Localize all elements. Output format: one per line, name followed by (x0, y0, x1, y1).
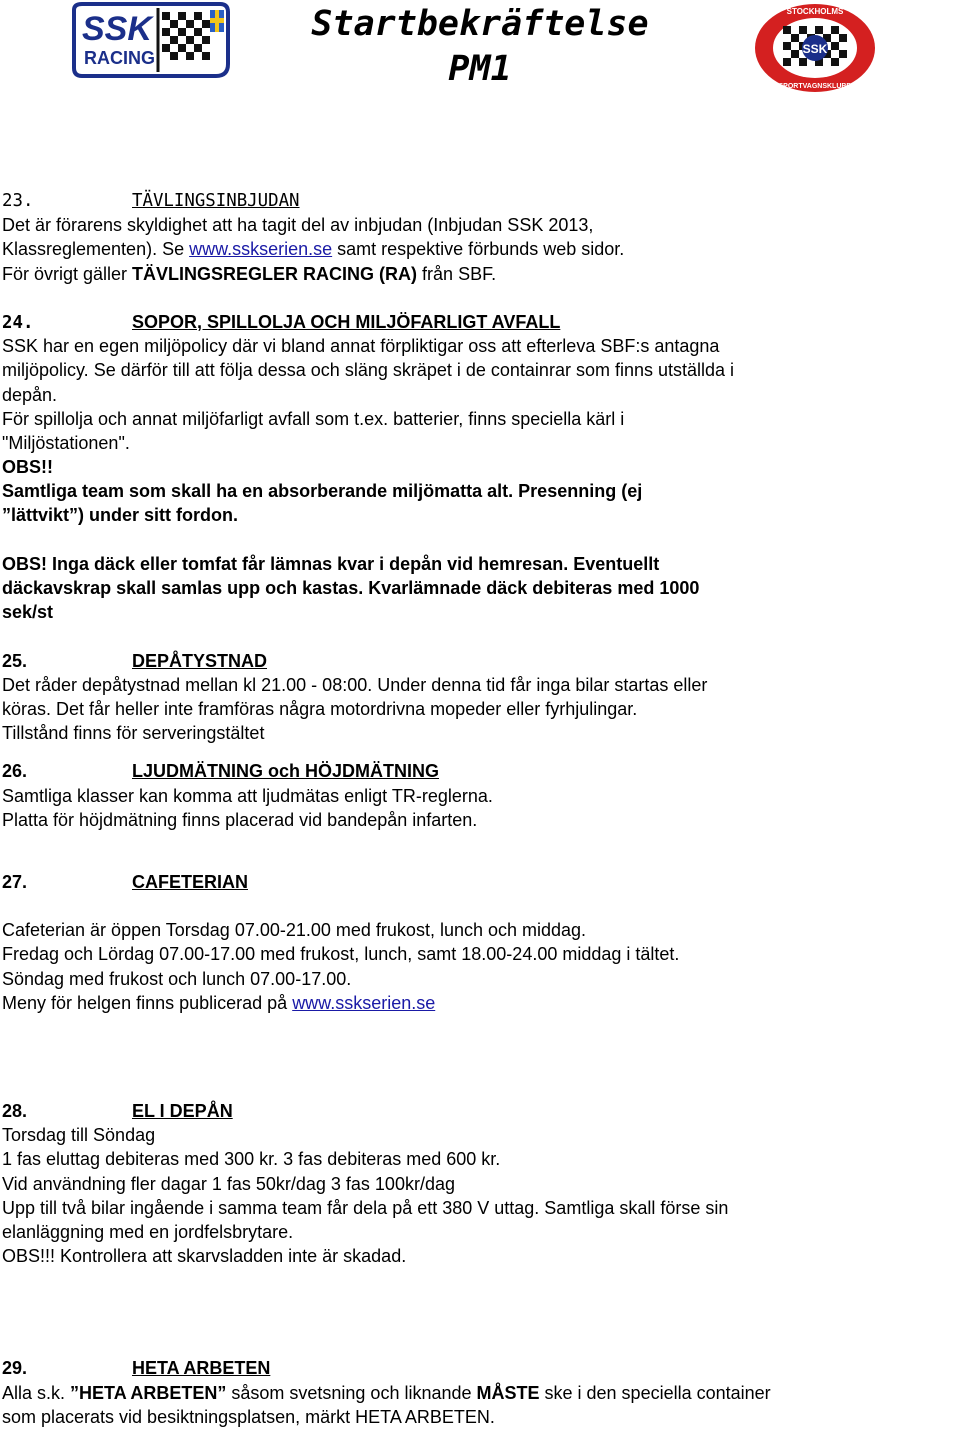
section-24-line: miljöpolicy. Se därför till att följa dessa och släng skräpet i de containrar som finns utställda i (2, 360, 735, 381)
section-25-line: Tillstånd finns för serveringstältet (2, 723, 265, 744)
section-28-line: OBS!!! Kontrollera att skarvsladden inte är skadad. (2, 1246, 407, 1267)
section-24-line: SSK har en egen miljöpolicy där vi bland annat förpliktigar oss att efterleva SBF:s antagna (2, 336, 720, 357)
section-24-line: "Miljöstationen". (2, 432, 130, 453)
section-25-heading: 25. DEPÅTYSTNAD (2, 650, 268, 671)
sskserien-link[interactable]: www.sskserien.se (292, 992, 436, 1013)
section-24-line: OBS! Inga däck eller tomfat får lämnas kvar i depån vid hemresan. Eventuellt (2, 553, 660, 574)
section-28-line: Torsdag till Söndag (2, 1125, 156, 1146)
section-24-line: Samtliga team som skall ha en absorberande miljömatta alt. Presenning (ej (2, 481, 643, 502)
section-29-line: Alla s.k. ”HETA ARBETEN” såsom svetsning och liknande MÅSTE ske i den speciella container (2, 1382, 771, 1403)
section-24-heading: 24. SOPOR, SPILLOLJA OCH MILJÖFARLIGT AVFALL (2, 311, 561, 333)
section-28-heading: 28. EL I DEPÅN (2, 1101, 233, 1121)
svg-text:SPORTVAGNSKLUBB: SPORTVAGNSKLUBB (778, 83, 852, 90)
section-29-heading: 29. HETA ARBETEN (2, 1358, 271, 1379)
section-24-line: sek/st (2, 602, 54, 623)
section-25-line: köras. Det får heller inte framföras några motordrivna mopeder eller fyrhjulingar. (2, 698, 638, 719)
section-24-line: För spillolja och annat miljöfarligt avfall som t.ex. batterier, finns speciella kärl i (2, 408, 625, 429)
section-27-line: Meny för helgen finns publicerad på www.sskserien.se (2, 992, 436, 1013)
section-28-line: Vid användning fler dagar 1 fas 50kr/dag 3 fas 100kr/dag (2, 1173, 455, 1194)
title-line-1: Startbekräftelse (311, 4, 649, 44)
section-28-line: elanläggning med en jordfelsbrytare. (2, 1221, 294, 1242)
section-23-heading: 23. TÄVLINGSINBJUDAN (2, 191, 300, 211)
section-28-line: 1 fas eluttag debiteras med 300 kr. 3 fas debiteras med 600 kr. (2, 1149, 501, 1170)
section-23-line: Det är förarens skyldighet att ha tagit del av inbjudan (Inbjudan SSK 2013, (2, 215, 594, 236)
section-27-line: Söndag med frukost och lunch 07.00-17.00. (2, 968, 352, 989)
document-title (300, 2, 660, 92)
document-body (2, 189, 958, 1429)
section-26-line: Platta för höjdmätning finns placerad vid bandepån infarten. (2, 809, 478, 830)
section-26-line: Samtliga klasser kan komma att ljudmätas enligt TR-reglerna. (2, 785, 493, 806)
section-24-line: däckavskrap skall samlas upp och kastas. Kvarlämnade däck debiteras med 1000 (2, 578, 700, 598)
section-27-line: Fredag och Lördag 07.00-17.00 med frukost, lunch, samt 18.00-24.00 middag i tältet. (2, 944, 680, 965)
title-line-2: PM1 (448, 49, 512, 89)
page-header (0, 0, 960, 110)
svg-text:STOCKHOLMS: STOCKHOLMS (786, 7, 844, 16)
ssk-racing-logo (70, 2, 234, 82)
section-24-line: OBS!! (2, 457, 53, 478)
section-24-line: ”lättvikt”) under sitt fordon. (2, 505, 238, 526)
svg-text:SSK: SSK (82, 10, 152, 48)
section-28-line: Upp till två bilar ingående i samma team får dela på ett 380 V uttag. Samtliga skall förse sin (2, 1197, 729, 1218)
svg-text:SSK: SSK (802, 42, 828, 56)
section-23-line: Klassreglementen). Se www.sskserien.se samt respektive förbunds web sidor. (2, 239, 625, 260)
section-26-heading: 26. LJUDMÄTNING och HÖJDMÄTNING (2, 761, 439, 782)
svg-text:RACING: RACING (84, 48, 155, 68)
stockholms-sportvagnsklubb-logo (753, 2, 877, 94)
sskserien-link[interactable]: www.sskserien.se (189, 239, 333, 260)
section-23-line: För övrigt gäller TÄVLINGSREGLER RACING (RA) från SBF. (2, 263, 497, 284)
section-29-line: som placerats vid besiktningsplatsen, märkt HETA ARBETEN. (2, 1406, 495, 1427)
section-25-line: Det råder depåtystnad mellan kl 21.00 - 08:00. Under denna tid får inga bilar startas eller (2, 674, 708, 695)
section-27-line: Cafeterian är öppen Torsdag 07.00-21.00 med frukost, lunch och middag. (2, 920, 587, 941)
section-27-heading: 27. CAFETERIAN (2, 871, 248, 892)
section-24-line: depån. (2, 384, 58, 405)
